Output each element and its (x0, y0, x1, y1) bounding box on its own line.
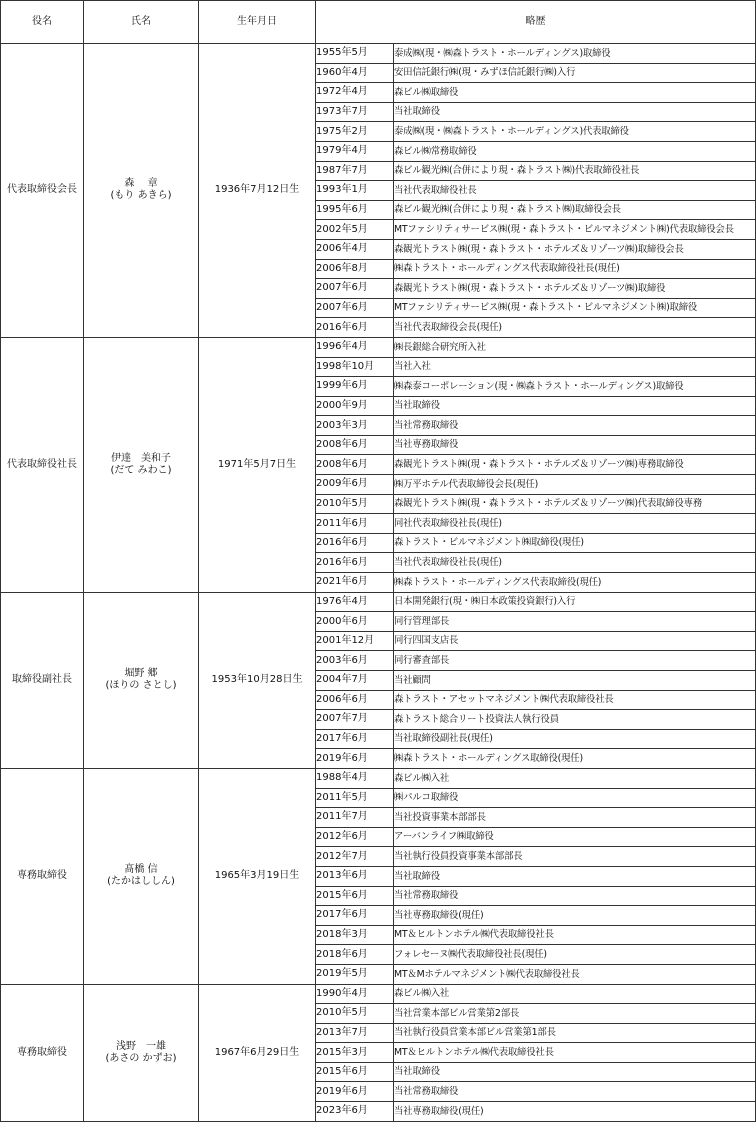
officer-birthdate: 1971年5月7日生 (199, 337, 316, 592)
history-date: 1987年7月 (316, 161, 394, 181)
officer-birthdate: 1967年6月29日生 (199, 984, 316, 1121)
history-text: ㈱万平ホテル代表取締役会長(現任) (394, 475, 756, 495)
table-row (1, 44, 756, 64)
history-text: 当社投資事業本部部長 (394, 808, 756, 828)
header-name: 氏名 (84, 1, 199, 44)
history-text: MTファシリティサービス㈱(現・森トラスト・ビルマネジメント㈱)代表取締役会長 (394, 220, 756, 240)
history-text: 森ビル観光㈱(合併により現・森トラスト㈱)代表取締役社長 (394, 161, 756, 181)
history-date: 2016年6月 (316, 318, 394, 338)
history-date: 2001年12月 (316, 631, 394, 651)
table-body (1, 44, 756, 1122)
history-date: 2010年5月 (316, 494, 394, 514)
history-text: 当社執行役員投資事業本部部長 (394, 847, 756, 867)
officer-name-cell (84, 44, 199, 338)
officer-title: 代表取締役社長 (1, 337, 84, 592)
officer-title: 専務取締役 (1, 768, 84, 984)
officer-name: 堀野 郷 (124, 668, 158, 680)
history-text: 当社執行役員営業本部ビル営業第1部長 (394, 1023, 756, 1043)
history-text: 森ビル㈱入社 (394, 768, 756, 788)
history-date: 2015年6月 (316, 886, 394, 906)
history-text: 当社取締役 (394, 396, 756, 416)
history-text: 森ビル㈱常務取締役 (394, 141, 756, 161)
officer-title: 専務取締役 (1, 984, 84, 1121)
history-text: 同行管理部長 (394, 612, 756, 632)
history-text: 当社営業本部ビル営業第2部長 (394, 1004, 756, 1024)
history-date: 2006年4月 (316, 239, 394, 259)
history-date: 1988年4月 (316, 768, 394, 788)
history-text: 当社入社 (394, 357, 756, 377)
history-date: 2015年6月 (316, 1062, 394, 1082)
table-header (1, 1, 756, 44)
history-date: 2019年6月 (316, 1082, 394, 1102)
history-date: 2008年6月 (316, 455, 394, 475)
officer-name: 浅野 一雄 (116, 1040, 166, 1052)
officer-name: 髙橋 信 (124, 864, 158, 876)
history-date: 1999年6月 (316, 377, 394, 397)
history-date: 2013年7月 (316, 1023, 394, 1043)
history-text: 森観光トラスト㈱(現・森トラスト・ホテルズ＆リゾーツ㈱)取締役会長 (394, 239, 756, 259)
table-row (1, 768, 756, 788)
officer-name: 伊達 美和子 (111, 452, 171, 464)
history-date: 2016年6月 (316, 553, 394, 573)
history-text: 泰成㈱(現・㈱森トラスト・ホールディングス)代表取締役 (394, 122, 756, 142)
history-text: 同行四国支店長 (394, 631, 756, 651)
history-text: 森トラスト・ビルマネジメント㈱取締役(現任) (394, 533, 756, 553)
history-text: MT＆Mホテルマネジメント㈱代表取締役社長 (394, 964, 756, 984)
history-date: 2008年6月 (316, 435, 394, 455)
officer-name-cell (84, 592, 199, 768)
officer-birthdate: 1936年7月12日生 (199, 44, 316, 338)
history-text: ㈱長銀総合研究所入社 (394, 337, 756, 357)
history-date: 2006年6月 (316, 690, 394, 710)
history-text: 当社専務取締役 (394, 435, 756, 455)
history-date: 2021年6月 (316, 573, 394, 593)
officer-birthdate: 1965年3月19日生 (199, 768, 316, 984)
history-text: 同行審査部長 (394, 651, 756, 671)
header-row (1, 1, 756, 44)
history-date: 1975年2月 (316, 122, 394, 142)
officer-name-cell (84, 984, 199, 1121)
history-text: 当社専務取締役(現任) (394, 906, 756, 926)
table-row (1, 984, 756, 1004)
history-date: 1955年5月 (316, 44, 394, 64)
history-text: 泰成㈱(現・㈱森トラスト・ホールディングス)取締役 (394, 44, 756, 64)
history-date: 2016年6月 (316, 533, 394, 553)
history-text: 当社取締役 (394, 102, 756, 122)
history-date: 2003年6月 (316, 651, 394, 671)
history-text: MT＆ヒルトンホテル㈱代表取締役社長 (394, 1043, 756, 1063)
officer-name-reading: (たかはししん) (107, 876, 175, 888)
history-date: 2007年6月 (316, 298, 394, 318)
history-text: MT＆ヒルトンホテル㈱代表取締役社長 (394, 925, 756, 945)
history-date: 2010年5月 (316, 1004, 394, 1024)
history-date: 2009年6月 (316, 475, 394, 495)
history-date: 1996年4月 (316, 337, 394, 357)
history-text: 森観光トラスト㈱(現・森トラスト・ホテルズ＆リゾーツ㈱)取締役 (394, 279, 756, 299)
history-text: 森観光トラスト㈱(現・森トラスト・ホテルズ＆リゾーツ㈱)専務取締役 (394, 455, 756, 475)
history-text: 当社常務取締役 (394, 886, 756, 906)
history-text: ㈱森トラスト・ホールディングス代表取締役社長(現任) (394, 259, 756, 279)
history-date: 2017年6月 (316, 729, 394, 749)
history-date: 2012年6月 (316, 827, 394, 847)
history-date: 1990年4月 (316, 984, 394, 1004)
history-text: 日本開発銀行(現・㈱日本政策投資銀行)入行 (394, 592, 756, 612)
officer-name-cell (84, 768, 199, 984)
history-text: ㈱森泰コーポレーション(現・㈱森トラスト・ホールディングス)取締役 (394, 377, 756, 397)
history-date: 2011年6月 (316, 514, 394, 534)
officer-name-reading: (だて みわこ) (110, 464, 172, 476)
history-date: 1973年7月 (316, 102, 394, 122)
officer-title: 代表取締役会長 (1, 44, 84, 338)
table-row (1, 592, 756, 612)
history-date: 2023年6月 (316, 1102, 394, 1122)
history-date: 1972年4月 (316, 83, 394, 103)
officer-title: 取締役副社長 (1, 592, 84, 768)
history-date: 2002年5月 (316, 220, 394, 240)
history-date: 2019年6月 (316, 749, 394, 769)
history-text: 安田信託銀行㈱(現・みずほ信託銀行㈱)入行 (394, 63, 756, 83)
history-text: 同社代表取締役社長(現任) (394, 514, 756, 534)
history-text: ㈱森トラスト・ホールディングス代表取締役(現任) (394, 573, 756, 593)
history-text: フォレセーヌ㈱代表取締役社長(現任) (394, 945, 756, 965)
history-date: 1995年6月 (316, 200, 394, 220)
history-text: 森ビル観光㈱(合併により現・森トラスト㈱)取締役会長 (394, 200, 756, 220)
history-date: 2011年7月 (316, 808, 394, 828)
officer-name: 森 章 (124, 178, 158, 190)
history-date: 2012年7月 (316, 847, 394, 867)
history-text: 当社取締役 (394, 866, 756, 886)
history-date: 2018年3月 (316, 925, 394, 945)
history-date: 1993年1月 (316, 181, 394, 201)
table-row (1, 337, 756, 357)
header-birth: 生年月日 (199, 1, 316, 44)
history-date: 2007年7月 (316, 710, 394, 730)
history-text: 当社常務取締役 (394, 416, 756, 436)
history-date: 2015年3月 (316, 1043, 394, 1063)
officer-name-cell (84, 337, 199, 592)
officer-name-reading: (あさの かずお) (105, 1052, 177, 1064)
history-date: 2003年3月 (316, 416, 394, 436)
history-date: 2000年6月 (316, 612, 394, 632)
history-text: MTファシリティサービス㈱(現・森トラスト・ビルマネジメント㈱)取締役 (394, 298, 756, 318)
history-date: 2000年9月 (316, 396, 394, 416)
history-date: 1979年4月 (316, 141, 394, 161)
history-text: 森ビル㈱取締役 (394, 83, 756, 103)
officer-name-reading: (もり あきら) (110, 190, 172, 202)
history-text: 当社代表取締役社長(現任) (394, 553, 756, 573)
history-text: ㈱パルコ取締役 (394, 788, 756, 808)
history-date: 2018年6月 (316, 945, 394, 965)
history-text: 森トラスト・アセットマネジメント㈱代表取締役社長 (394, 690, 756, 710)
officer-name-reading: (ほりの さとし) (105, 680, 177, 692)
history-date: 2011年5月 (316, 788, 394, 808)
history-date: 1960年4月 (316, 63, 394, 83)
history-text: 森ビル㈱入社 (394, 984, 756, 1004)
history-text: 当社取締役副社長(現任) (394, 729, 756, 749)
history-date: 2006年8月 (316, 259, 394, 279)
history-date: 2013年6月 (316, 866, 394, 886)
history-date: 2019年5月 (316, 964, 394, 984)
header-history: 略歴 (316, 1, 756, 44)
history-text: 当社代表取締役会長(現任) (394, 318, 756, 338)
history-text: アーバンライフ㈱取締役 (394, 827, 756, 847)
history-text: 森観光トラスト㈱(現・森トラスト・ホテルズ＆リゾーツ㈱)代表取締役専務 (394, 494, 756, 514)
history-date: 2004年7月 (316, 671, 394, 691)
history-text: 当社取締役 (394, 1062, 756, 1082)
officer-birthdate: 1953年10月28日生 (199, 592, 316, 768)
history-text: 当社専務取締役(現任) (394, 1102, 756, 1122)
history-text: 当社代表取締役社長 (394, 181, 756, 201)
header-title: 役名 (1, 1, 84, 44)
history-text: 森トラスト総合リート投資法人執行役員 (394, 710, 756, 730)
history-text: ㈱森トラスト・ホールディングス取締役(現任) (394, 749, 756, 769)
history-date: 1998年10月 (316, 357, 394, 377)
history-text: 当社常務取締役 (394, 1082, 756, 1102)
history-date: 2007年6月 (316, 279, 394, 299)
history-text: 当社顧問 (394, 671, 756, 691)
history-date: 2017年6月 (316, 906, 394, 926)
history-date: 1976年4月 (316, 592, 394, 612)
